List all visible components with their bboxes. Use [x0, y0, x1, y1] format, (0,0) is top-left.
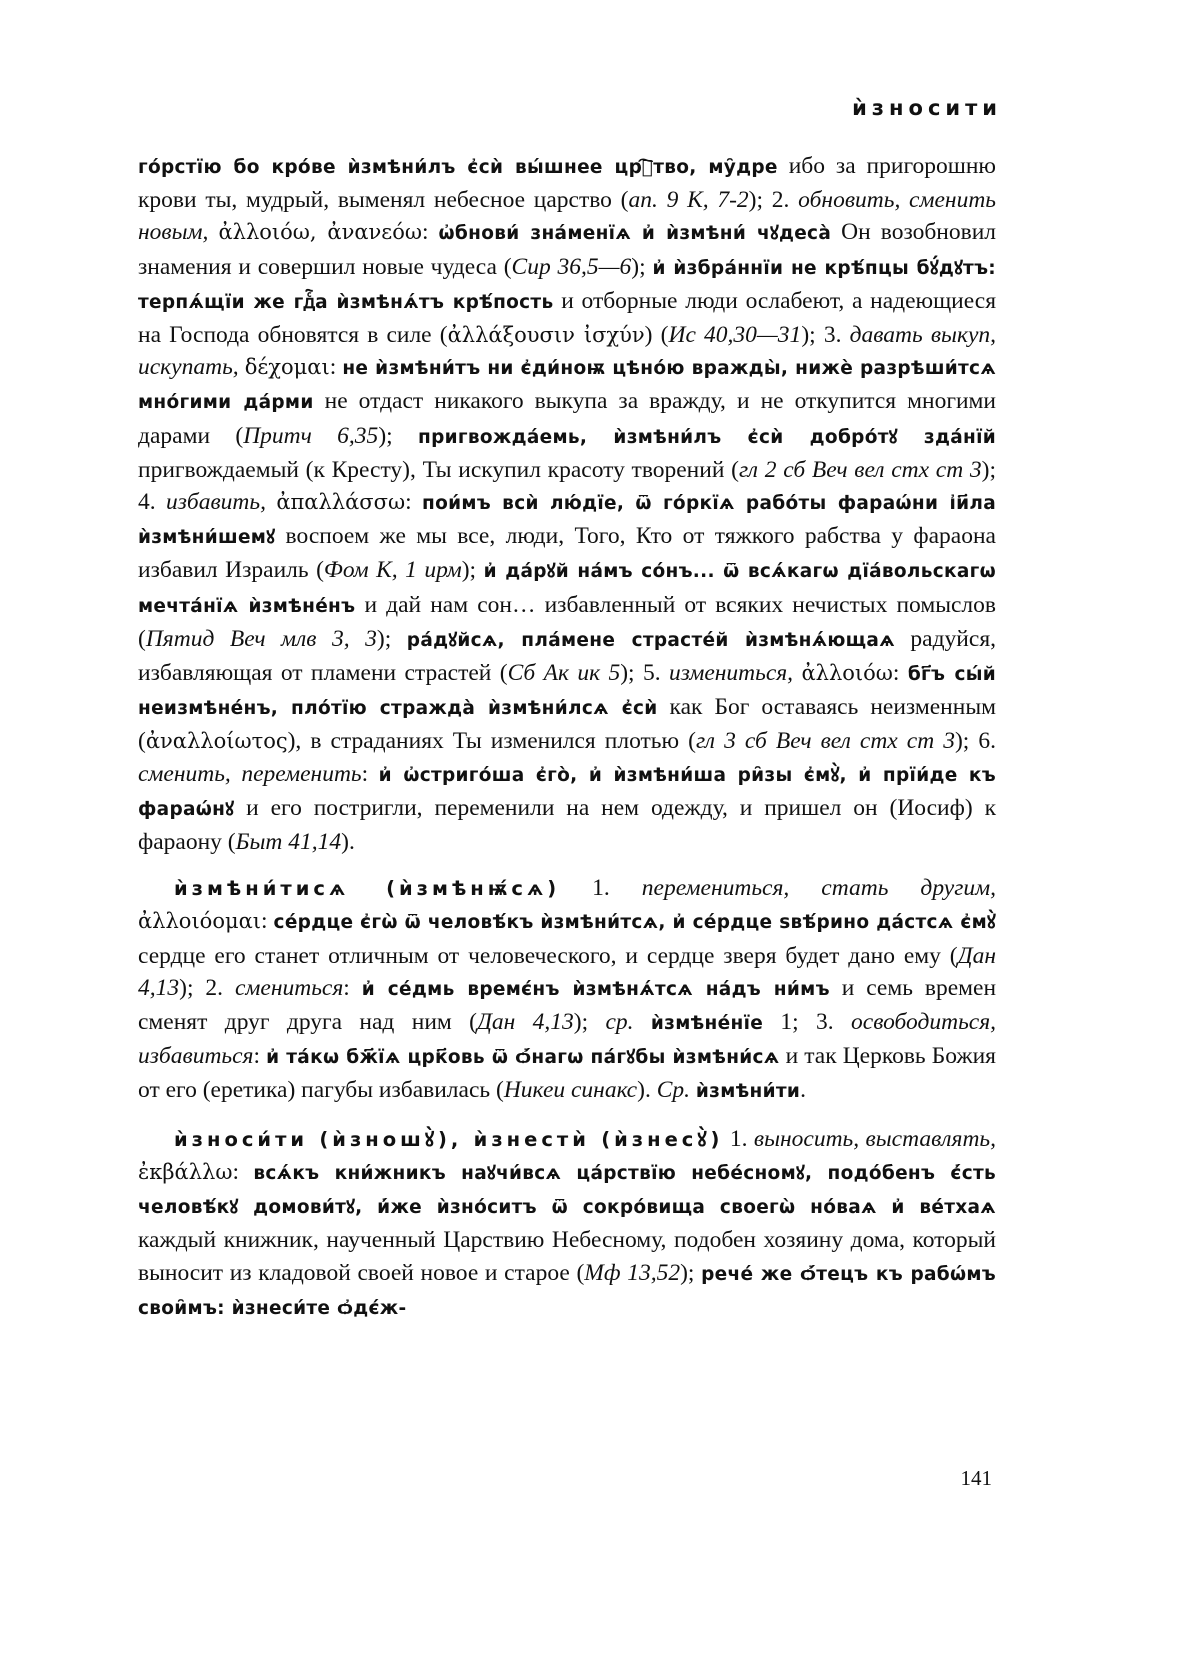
body-text-run: и так Церковь Божия от его (еретика) пагубы избавилась (: [138, 1043, 996, 1104]
greek-text: ἀπαλλάσσω: [276, 490, 406, 515]
church-slavonic-text: ра́дꙋйсѧ, пла́мене страсте́й ѝзмѣнѧ́ющаѧ: [406, 629, 895, 651]
body-text-run: 1.: [723, 1125, 754, 1152]
body-text-run: радуйся, избавляющая от пламени страстей (: [138, 625, 997, 687]
greek-text: ἀλλοιόομαι: [138, 909, 262, 934]
body-text-run: :: [405, 489, 422, 516]
italic-text: Ср.: [656, 1077, 691, 1104]
dictionary-entry: [138, 150, 996, 858]
body-text-run: [266, 489, 276, 515]
church-slavonic-text: всѧ́къ кни́жникъ наꙋчи́всѧ ца́рствїю небе́сномꙋ, подо́бенъ є҆́сть человѣ́кꙋ домови́тꙋ, и҆́же ѝзно́ситъ ѿ сокро́вища своегѡ̀ но́ваѧ и҆ ве́тхаѧ: [138, 1162, 996, 1219]
body-text-run: ); 2.: [748, 187, 799, 214]
body-text-run: каждый книжник, наученный Царствию Небесному, подобен хозяину дома, который выносит из кладовой своей новое и старое (: [138, 1227, 996, 1286]
dictionary-entry: [138, 872, 996, 1108]
body-text-run: :: [232, 1158, 254, 1185]
body-text-run: :: [261, 908, 274, 935]
body-text-run: .: [800, 1077, 807, 1104]
italic-text: Быт 41,14: [235, 829, 342, 856]
body-text-run: ) (: [644, 322, 669, 349]
italic-text: Мф 13,52: [584, 1259, 681, 1286]
italic-text: избавить,: [165, 489, 266, 516]
body-text-run: :: [892, 660, 908, 687]
greek-text: ἀναλλοίωτος: [145, 729, 288, 754]
italic-text: перемениться, стать другим,: [641, 875, 996, 902]
body-text-run: и его постригли, переменили на нем одежду, и пришел он (Иосиф) к фараону (: [138, 794, 996, 856]
italic-text: обновить, сменить новым,: [138, 187, 996, 246]
body-text-run: пригвождаемый (к Кресту), Ты искупил красоту творений (: [138, 456, 739, 483]
body-text-run: ).: [637, 1077, 657, 1104]
italic-text: Притч 6,35: [243, 422, 379, 449]
church-slavonic-text: ѝзмѣни́ти: [695, 1081, 801, 1103]
body-text-run: ); 3.: [801, 322, 850, 349]
body-text-run: [208, 219, 218, 245]
church-slavonic-text: не ѝзмѣни́тъ ни є҆ди́ноѭ цѣно́ю вражды̀, нижѐ разрѣши́тсѧ мно́гими да́рми: [138, 358, 997, 414]
church-slavonic-text: и҆ ѡ҆стриго́ша є҆го̀, и҆ ѝзмѣни́ша ри̑зы є҆мꙋ̀, и҆ прїи́де къ фараѡ́нꙋ: [138, 764, 996, 820]
body-text-run: сердце его станет отличным от человеческого, и сердце зверя будет дано ему (: [138, 942, 958, 969]
entry-headword: ѝзноси́ти (ѝзношꙋ̀), ѝзнестѝ (ѝзнесꙋ̀): [174, 1127, 724, 1151]
italic-text: гл 3 сб Веч вел стх ст 3: [695, 728, 955, 755]
church-slavonic-text: рече́ же ѻ҆́тецъ къ рабѡ́мъ свои̑мъ: ѝзнеси́те ѻ҆дє́ж-: [138, 1263, 997, 1319]
italic-text: выносить, выставлять,: [753, 1125, 996, 1152]
body-text-run: и семь времен сменят друг друга над ним (: [138, 974, 997, 1036]
greek-text: ἀλλάξουσιν ἰσχύν: [447, 323, 645, 348]
italic-text: Сир 36,5—6: [511, 253, 632, 280]
church-slavonic-text: пригвожда́емь, ѝзмѣни́лъ є҆сѝ добро́тꙋ зда́нїй: [418, 426, 996, 448]
body-text-run: как Бог оставаясь неизменным (: [138, 694, 996, 755]
body-text-run: );: [680, 1259, 702, 1286]
italic-text: измениться,: [668, 660, 794, 687]
italic-text: Дан 4,13: [476, 1009, 574, 1036]
church-slavonic-text: и҆ да́рꙋй на́мъ со́нъ... ѿ всѧ́кагѡ дїа́вольскагѡ мечта́нїѧ ѝзмѣне́нъ: [138, 561, 996, 617]
page-number: 141: [960, 1466, 992, 1490]
italic-text: сменить, переменить: [138, 760, 362, 787]
body-text-run: не отдаст никакого выкупа за вражду, и не откупится многими дарами (: [138, 388, 996, 449]
church-slavonic-text: пои́мъ всѝ лю́дїе, ѿ го́ркїѧ рабо́ты фараѡ́ни і҆и҃ла ѝзмѣни́шемꙋ: [138, 493, 996, 549]
body-text-run: ); 5.: [620, 660, 669, 687]
church-slavonic-text: и҆ се́дмь времє́нъ ѝзмѣнѧ́тсѧ на́дъ ни́мъ: [361, 978, 830, 1000]
church-slavonic-text: бг҃ъ сы́й неизмѣне́нъ, пло́тїю стражда̀ ѝзмѣни́лсѧ є҆сѝ: [138, 664, 997, 720]
body-text-run: );: [461, 557, 484, 584]
body-text-run: ); 6.: [954, 728, 996, 755]
italic-text: гл 2 сб Веч вел стх ст 3: [738, 456, 982, 483]
italic-text: ап. 9 К, 7-2: [628, 187, 749, 214]
body-text-run: ), в страданиях Ты изменился плотью (: [287, 728, 696, 755]
body-text-run: :: [343, 974, 362, 1001]
italic-text: Никеи синакс: [503, 1077, 638, 1104]
church-slavonic-text: ѝзмѣне́нїе: [650, 1013, 764, 1035]
body-text-run: Он возобновил знамения и совершил новые чудеса (: [138, 219, 997, 280]
church-slavonic-text: се́рдце є҆гѡ̀ ѿ человѣ́къ ѝзмѣни́тсѧ, и҆ се́рдце ѕвѣ́рино да́стсѧ є҆мꙋ̀: [273, 912, 996, 934]
entry-headword: ѝзмѣни́тисѧ (ѝзмѣнѭ́сѧ): [174, 877, 561, 901]
body-text-run: [634, 1009, 651, 1035]
dictionary-entry: [138, 1123, 996, 1325]
body-text-run: :: [253, 1043, 267, 1070]
body-text-run: :: [421, 219, 439, 246]
italic-text: освободиться, избавиться: [138, 1009, 997, 1070]
running-head: ѝзносити: [852, 96, 1002, 120]
italic-text: давать выкуп, искупать,: [138, 322, 997, 381]
church-slavonic-text: ѡ҆бнови́ зна́менїѧ и҆ ѝзмѣни́ чꙋдеса̀: [438, 223, 832, 245]
italic-text: Дан 4,13: [138, 942, 996, 1001]
body-text-run: );: [376, 625, 407, 652]
church-slavonic-text: и҆ та́кѡ бж҃їѧ црк҃овь ѿ ѻ҆́нагѡ па́гꙋбы ѝзмѣни́сѧ: [266, 1047, 780, 1069]
italic-text: ср.: [605, 1009, 634, 1036]
greek-text: ἐκβάλλω: [138, 1159, 233, 1184]
italic-text: Сб Ак ик 5: [507, 660, 621, 687]
body-text-run: :: [361, 760, 379, 787]
body-text-run: 1; 3.: [763, 1009, 852, 1036]
italic-text: Пятид Веч млв 3, 3: [145, 625, 377, 652]
entries-column: [138, 150, 996, 1325]
italic-text: Фом К, 1 ирм: [323, 557, 462, 584]
body-text-run: :: [329, 354, 343, 381]
greek-text: ἀλλοιόω: [801, 661, 893, 686]
body-text-run: ).: [341, 829, 355, 856]
body-text-run: и дай нам сон… избавленный от всяких нечистых помыслов (: [138, 591, 997, 652]
greek-text: δέχομαι: [244, 355, 330, 380]
church-slavonic-text: го́рстїю бо кро́ве ѝзмѣни́лъ є҆сѝ вы́шнее црⷭ҇тво, му̑дре: [138, 157, 778, 178]
body-text-run: и отборные люди ослабеют, а надеющиеся на Господа обновятся в силе (: [138, 287, 996, 349]
italic-text: смениться: [234, 974, 344, 1001]
body-text-run: ); 4.: [138, 456, 996, 516]
body-text-run: ибо за пригорошню крови ты, мудрый, выменял небесное царство (: [138, 153, 996, 214]
body-text-run: воспоем же мы все, люди, Того, Кто от тяжкого рабства у фараона избавил Израиль (: [138, 523, 996, 584]
church-slavonic-text: и҆ ѝзбра́ннїи не крѣ́пцы бꙋ́дꙋтъ: терпѧ́щїи же гдⷭ҇а ѝзмѣнѧ́тъ крѣ́пость: [138, 257, 996, 313]
body-text-run: ); 2.: [179, 974, 235, 1001]
body-text-run: );: [378, 422, 419, 449]
greek-text: ἀλλοιόω, ἀνανεόω: [218, 220, 422, 245]
body-text-run: );: [573, 1009, 606, 1036]
italic-text: Ис 40,30—31: [668, 322, 802, 349]
body-text-run: );: [631, 253, 653, 280]
body-text-run: 1.: [560, 875, 642, 902]
